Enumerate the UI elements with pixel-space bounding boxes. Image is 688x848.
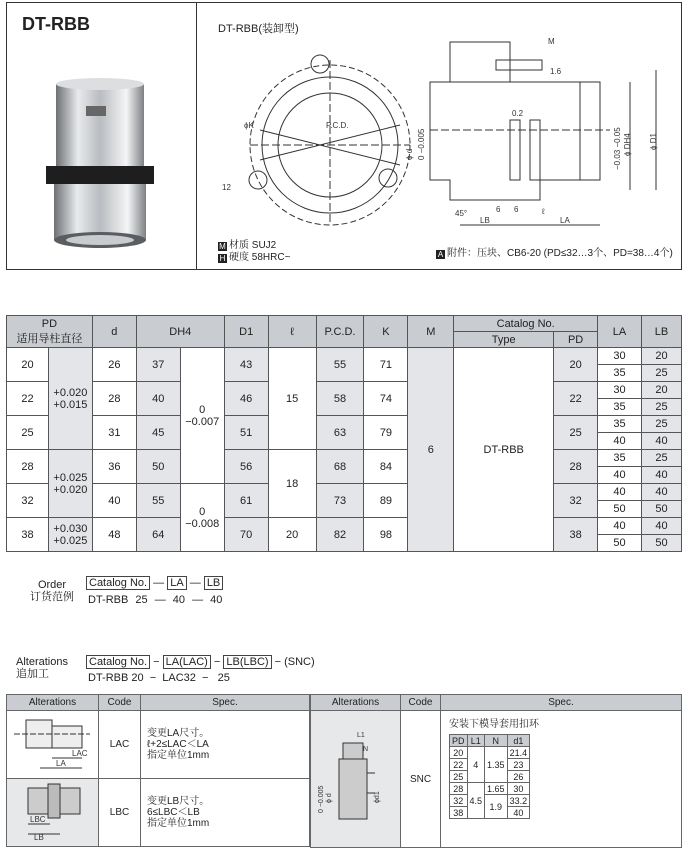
th-code: Code: [99, 695, 141, 711]
material-note: M 材质 SUJ2: [219, 240, 277, 251]
cell-lb: 50: [641, 501, 681, 518]
product-title: DT-RBB: [22, 14, 90, 34]
th-d: d: [92, 316, 136, 348]
cell-d: 40: [92, 484, 136, 518]
lbc-figure: [7, 779, 99, 847]
cell-dh4: 40: [136, 382, 180, 416]
svg-text:LBC: LBC: [29, 815, 46, 824]
svg-text:N: N: [362, 745, 368, 753]
cell-lb: 25: [641, 450, 681, 467]
cell-pcd: 68: [316, 450, 364, 484]
th-code: Code: [401, 695, 441, 711]
order-label: Order 订货范例: [30, 579, 74, 603]
cell-dh4: 37: [136, 348, 180, 382]
cell-lb: 25: [641, 416, 681, 433]
cell-lb: 40: [641, 467, 681, 484]
drawing-title: DT-RBB(装卸型): [218, 23, 299, 35]
order-fields: Catalog No. — LA — LB: [86, 577, 223, 589]
th-l: ℓ: [268, 316, 316, 348]
snc-spec: [441, 711, 682, 848]
th-catalog: Catalog No.: [454, 316, 598, 332]
dim-16: 1.6: [550, 67, 562, 76]
alterations-fields: Catalog No. − LA(LAC) − LB(LBC) − (SNC): [86, 656, 315, 668]
alterations-table-left: [6, 694, 310, 847]
cell-d1: 70: [224, 518, 268, 552]
cell-la: 50: [598, 535, 642, 552]
cell-k: 98: [364, 518, 408, 552]
dim-l: ℓ: [542, 207, 545, 216]
cell-lb: 40: [641, 433, 681, 450]
cell-d: 26: [92, 348, 136, 382]
cell-d: 36: [92, 450, 136, 484]
cell-d: 28: [92, 382, 136, 416]
cell-la: 30: [598, 348, 642, 365]
cell-lb: 20: [641, 382, 681, 399]
product-photo: [40, 78, 160, 258]
cell-lb: 40: [641, 484, 681, 501]
alterations-table-right: [310, 694, 682, 848]
cell-d: 48: [92, 518, 136, 552]
lbc-spec: 变更LB尺寸。 6≤LBC＜LB 指定单位1mm: [141, 779, 310, 847]
svg-text:LB: LB: [33, 833, 44, 842]
dim-tol-d: 0 −0.005: [417, 128, 426, 160]
cell-lb: 40: [641, 518, 681, 535]
lac-code: LAC: [99, 711, 141, 779]
dim-45: 45°: [455, 209, 468, 218]
cell-pd: 28: [7, 450, 49, 484]
cell-la: 40: [598, 433, 642, 450]
cell-pd: 25: [7, 416, 49, 450]
cell-d1: 43: [224, 348, 268, 382]
th-type: Type: [454, 332, 554, 348]
th-lb: LB: [641, 316, 681, 348]
cell-k: 84: [364, 450, 408, 484]
cell-dh4: 50: [136, 450, 180, 484]
cell-pd2: 25: [554, 416, 598, 450]
cell-dh4: 45: [136, 416, 180, 450]
cell-pd: 38: [7, 518, 49, 552]
lac-spec: 变更LA尺寸。 ℓ+2≤LAC＜LA 指定单位1mm: [141, 711, 310, 779]
cell-pd2: 28: [554, 450, 598, 484]
cell-lb: 50: [641, 535, 681, 552]
cell-l-b: 18: [268, 450, 316, 518]
cell-k: 71: [364, 348, 408, 382]
alterations-example: DT-RBB 20 − LAC32 − 25: [88, 672, 230, 684]
cell-dh4-tol-a: 0 −0.007: [180, 348, 224, 484]
th-pd: PD 适用导柱直径: [7, 316, 93, 348]
cell-pd2: 38: [554, 518, 598, 552]
dim-pcd: P.C.D.: [326, 121, 349, 130]
header-divider: [196, 2, 197, 270]
dim-6b: 6: [514, 205, 519, 214]
cell-dh4: 55: [136, 484, 180, 518]
dim-la: LA: [560, 216, 570, 225]
cell-d1: 61: [224, 484, 268, 518]
cell-pd: 22: [7, 382, 49, 416]
snc-table: PD L1 N d1 20 4 1.35 21.4 22 23 25 26 28 4.5 1.65 30 32 1.9 33.2 38 40: [449, 734, 530, 819]
cell-dh4: 64: [136, 518, 180, 552]
dim-d1: ϕ D1: [649, 133, 658, 150]
cell-pcd: 58: [316, 382, 364, 416]
cell-tol-a: +0.020 +0.015: [48, 348, 92, 450]
alterations-label: Alterations 追加工: [16, 656, 68, 680]
cell-d1: 56: [224, 450, 268, 484]
th-spec: Spec.: [441, 695, 682, 711]
cell-la: 30: [598, 382, 642, 399]
svg-text:0 −0.005: 0 −0.005: [317, 785, 325, 813]
cell-tol-c: +0.030 +0.025: [48, 518, 92, 552]
svg-text:ϕd1: ϕd1: [373, 790, 381, 803]
cell-pcd: 63: [316, 416, 364, 450]
th-dh4: DH4: [136, 316, 224, 348]
cell-pd: 20: [7, 348, 49, 382]
cell-lb: 25: [641, 365, 681, 382]
cell-dh4-tol-b: 0 −0.008: [180, 484, 224, 552]
technical-drawing: [200, 30, 678, 240]
cell-la: 35: [598, 416, 642, 433]
dim-6a: 6: [496, 205, 501, 214]
th-pd2: PD: [554, 332, 598, 348]
dim-k: ϕK: [244, 121, 254, 130]
svg-text:ϕ d: ϕ d: [325, 792, 333, 803]
cell-la: 35: [598, 450, 642, 467]
hardness-note: H 硬度 58HRC~: [219, 252, 291, 263]
th-spec: Spec.: [141, 695, 310, 711]
cell-la: 35: [598, 365, 642, 382]
cell-pd2: 20: [554, 348, 598, 382]
dim-dh4: ϕ DH4: [623, 133, 632, 156]
th-k: K: [364, 316, 408, 348]
cell-la: 40: [598, 467, 642, 484]
snc-code: SNC: [401, 711, 441, 848]
cell-tol-b: +0.025 +0.020: [48, 450, 92, 518]
svg-text:LA: LA: [55, 759, 66, 768]
snc-figure: [311, 711, 401, 848]
cell-k: 89: [364, 484, 408, 518]
attachment-note: A 附件：压块、CB6-20 (PD≤32…3个、PD=38…4个): [437, 248, 673, 259]
dim-tol-dh4: −0.03 −0.05: [613, 127, 622, 170]
cell-pcd: 55: [316, 348, 364, 382]
cell-l-a: 15: [268, 348, 316, 450]
cell-type: DT-RBB: [454, 348, 554, 552]
order-field-catalog: Catalog No.: [86, 576, 150, 590]
cell-m: 6: [408, 348, 454, 552]
dim-02: 0.2: [512, 109, 524, 118]
dim-m: M: [548, 37, 555, 46]
cell-la: 35: [598, 399, 642, 416]
cell-pd2: 22: [554, 382, 598, 416]
th-alterations: Alterations: [7, 695, 99, 711]
cell-la: 50: [598, 501, 642, 518]
dim-12: 12: [222, 183, 231, 192]
order-field-lb: LB: [204, 576, 223, 590]
th-alterations: Alterations: [311, 695, 401, 711]
th-m: M: [408, 316, 454, 348]
lbc-code: LBC: [99, 779, 141, 847]
cell-k: 74: [364, 382, 408, 416]
cell-d1: 51: [224, 416, 268, 450]
lac-figure: [7, 711, 99, 779]
cell-l-c: 20: [268, 518, 316, 552]
cell-d1: 46: [224, 382, 268, 416]
th-la: LA: [598, 316, 642, 348]
spec-table: [6, 315, 682, 552]
cell-lb: 20: [641, 348, 681, 365]
dim-d: ϕ d: [405, 148, 414, 160]
cell-k: 79: [364, 416, 408, 450]
order-field-la: LA: [167, 576, 186, 590]
cell-pcd: 82: [316, 518, 364, 552]
svg-text:L1: L1: [356, 731, 365, 739]
cell-la: 40: [598, 484, 642, 501]
svg-text:LAC: LAC: [71, 749, 88, 758]
order-example: DT-RBB 25 — 40 — 40: [88, 594, 223, 606]
th-d1: D1: [224, 316, 268, 348]
dim-lb: LB: [480, 216, 490, 225]
cell-d: 31: [92, 416, 136, 450]
cell-pcd: 73: [316, 484, 364, 518]
cell-la: 40: [598, 518, 642, 535]
cell-pd2: 32: [554, 484, 598, 518]
cell-pd: 32: [7, 484, 49, 518]
snc-title: 安装下模导套用扣环: [449, 719, 539, 730]
cell-lb: 25: [641, 399, 681, 416]
th-pcd: P.C.D.: [316, 316, 364, 348]
